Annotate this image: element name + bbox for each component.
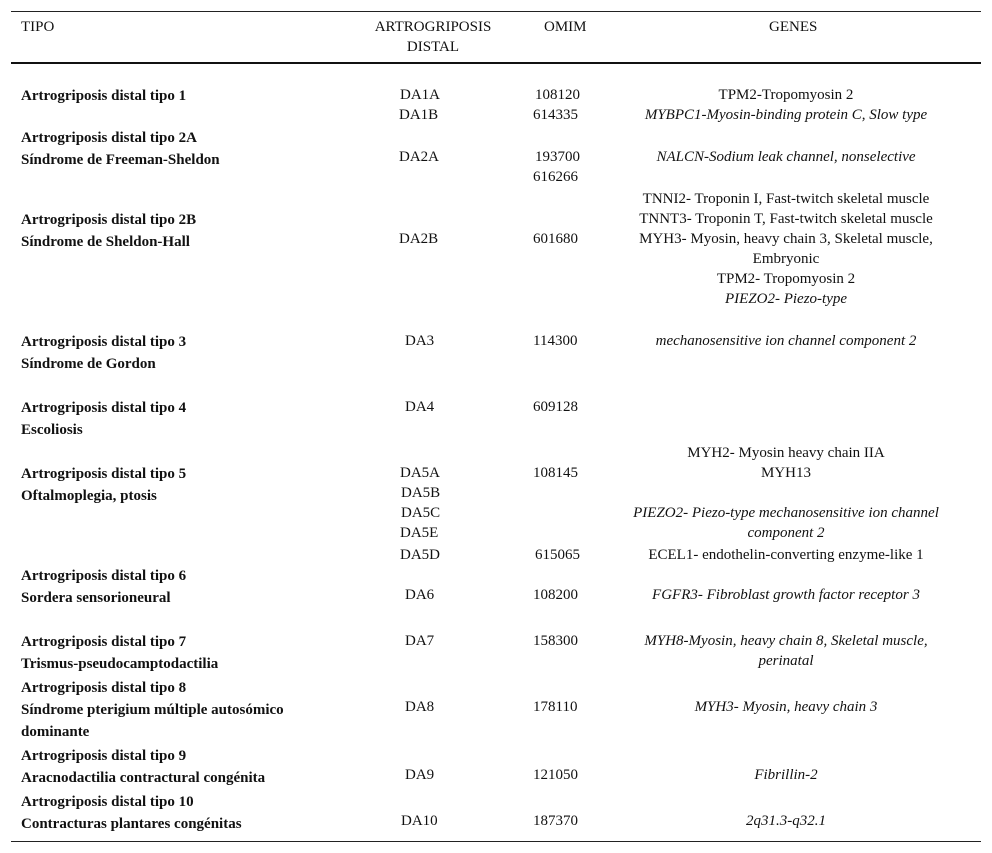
- row6-code-d: DA5D: [400, 547, 440, 563]
- row9-code: DA8: [405, 699, 435, 715]
- row11-code: DA10: [401, 813, 438, 829]
- row6-tipo: Artrogriposis distal tipo 5: [21, 466, 187, 482]
- row3-omim: 601680: [533, 231, 578, 247]
- table-bottom-rule: [11, 841, 981, 842]
- header-rule: [11, 62, 981, 64]
- row5-code: DA4: [405, 399, 435, 415]
- row2-code: DA2A: [399, 149, 439, 165]
- row6-code-c: DA5C: [401, 505, 441, 521]
- row7-tipo: Artrogriposis distal tipo 6: [21, 568, 187, 584]
- row8-syndrome: Trismus-pseudocamptodactilia: [21, 656, 219, 672]
- row6-gene-5: ECEL1- endothelin-converting enzyme-like 1: [648, 547, 924, 563]
- row10-tipo: Artrogriposis distal tipo 9: [21, 748, 187, 764]
- distal-arthrogryposis-table: [11, 11, 981, 841]
- row6-code-a: DA5A: [400, 465, 440, 481]
- row4-code: DA3: [405, 333, 435, 349]
- row6-code-b: DA5B: [401, 485, 441, 501]
- row10-code: DA9: [405, 767, 435, 783]
- header-artro-line2: DISTAL: [406, 39, 460, 55]
- row5-tipo: Artrogriposis distal tipo 4: [21, 400, 187, 416]
- row8-omim: 158300: [533, 633, 578, 649]
- row7-code: DA6: [405, 587, 435, 603]
- row11-tipo: Artrogriposis distal tipo 10: [21, 794, 194, 810]
- row10-gene: Fibrillin-2: [754, 767, 818, 783]
- row5-omim: 609128: [533, 399, 578, 415]
- row11-gene: 2q31.3-q32.1: [746, 813, 826, 829]
- row11-syndrome: Contracturas plantares congénitas: [21, 816, 242, 832]
- table-top-rule: [11, 11, 981, 12]
- header-artro-line1: ARTROGRIPOSIS: [374, 19, 492, 35]
- row6-gene-1: MYH2- Myosin heavy chain IIA: [687, 445, 885, 461]
- row2-tipo: Artrogriposis distal tipo 2A: [21, 130, 197, 146]
- row6-gene-3: PIEZO2- Piezo-type mechanosensitive ion channel: [633, 505, 939, 521]
- row2-gene: NALCN-Sodium leak channel, nonselective: [656, 149, 916, 165]
- row2-syndrome: Síndrome de Freeman-Sheldon: [21, 152, 220, 168]
- row3-gene-1: TNNI2- Troponin I, Fast-twitch skeletal muscle: [642, 191, 930, 207]
- row7-syndrome: Sordera sensorioneural: [21, 590, 171, 606]
- row3-gene-3: MYH3- Myosin, heavy chain 3, Skeletal muscle,: [639, 231, 933, 247]
- header-tipo: TIPO: [21, 19, 55, 35]
- row9-gene: MYH3- Myosin, heavy chain 3: [694, 699, 878, 715]
- row3-syndrome: Síndrome de Sheldon-Hall: [21, 234, 190, 250]
- row3-gene-4: Embryonic: [752, 251, 820, 267]
- row11-omim: 187370: [533, 813, 578, 829]
- row4-tipo: Artrogriposis distal tipo 3: [21, 334, 187, 350]
- row8-tipo: Artrogriposis distal tipo 7: [21, 634, 187, 650]
- row3-gene-6: PIEZO2- Piezo-type: [724, 291, 848, 307]
- row2-omim-a: 193700: [535, 149, 580, 165]
- header-artrogriposis: [363, 17, 503, 57]
- row9-syndrome-cont: dominante: [21, 724, 90, 740]
- row3-tipo: Artrogriposis distal tipo 2B: [21, 212, 197, 228]
- row4-omim: 114300: [533, 333, 578, 349]
- row6-gene-2: MYH13: [760, 465, 811, 481]
- row6-code-e: DA5E: [400, 525, 439, 541]
- row8-gene-2: perinatal: [758, 653, 814, 669]
- row7-omim: 108200: [533, 587, 578, 603]
- row1-code-a: DA1A: [400, 87, 440, 103]
- row1-tipo: Artrogriposis distal tipo 1: [21, 88, 187, 104]
- row9-tipo: Artrogriposis distal tipo 8: [21, 680, 187, 696]
- row6-omim-a: 108145: [533, 465, 578, 481]
- row6-gene-4: component 2: [747, 525, 825, 541]
- header-omim: OMIM: [544, 19, 587, 35]
- header-genes: GENES: [769, 19, 818, 35]
- row1-code-b: DA1B: [399, 107, 439, 123]
- row4-syndrome: Síndrome de Gordon: [21, 356, 156, 372]
- row1-gene-1: TPM2-Tropomyosin 2: [718, 87, 854, 103]
- row6-syndrome: Oftalmoplegia, ptosis: [21, 488, 157, 504]
- row1-omim-a: 108120: [535, 87, 580, 103]
- row1-omim-b: 614335: [533, 107, 578, 123]
- row3-gene-2: TNNT3- Troponin T, Fast-twitch skeletal muscle: [639, 211, 933, 227]
- row3-gene-5: TPM2- Tropomyosin 2: [716, 271, 856, 287]
- row9-syndrome: Síndrome pterigium múltiple autosómico: [21, 702, 284, 718]
- row5-syndrome: Escoliosis: [21, 422, 83, 438]
- row9-omim: 178110: [533, 699, 578, 715]
- row8-code: DA7: [405, 633, 435, 649]
- row4-gene: mechanosensitive ion channel component 2: [655, 333, 917, 349]
- row1-gene-2: MYBPC1-Myosin-binding protein C, Slow type: [644, 107, 928, 123]
- row8-gene-1: MYH8-Myosin, heavy chain 8, Skeletal muscle,: [644, 633, 928, 649]
- row3-code: DA2B: [399, 231, 439, 247]
- row7-gene: FGFR3- Fibroblast growth factor receptor 3: [652, 587, 920, 603]
- row6-omim-b: 615065: [535, 547, 580, 563]
- row2-omim-b: 616266: [533, 169, 578, 185]
- row10-syndrome: Aracnodactilia contractural congénita: [21, 770, 266, 786]
- row10-omim: 121050: [533, 767, 578, 783]
